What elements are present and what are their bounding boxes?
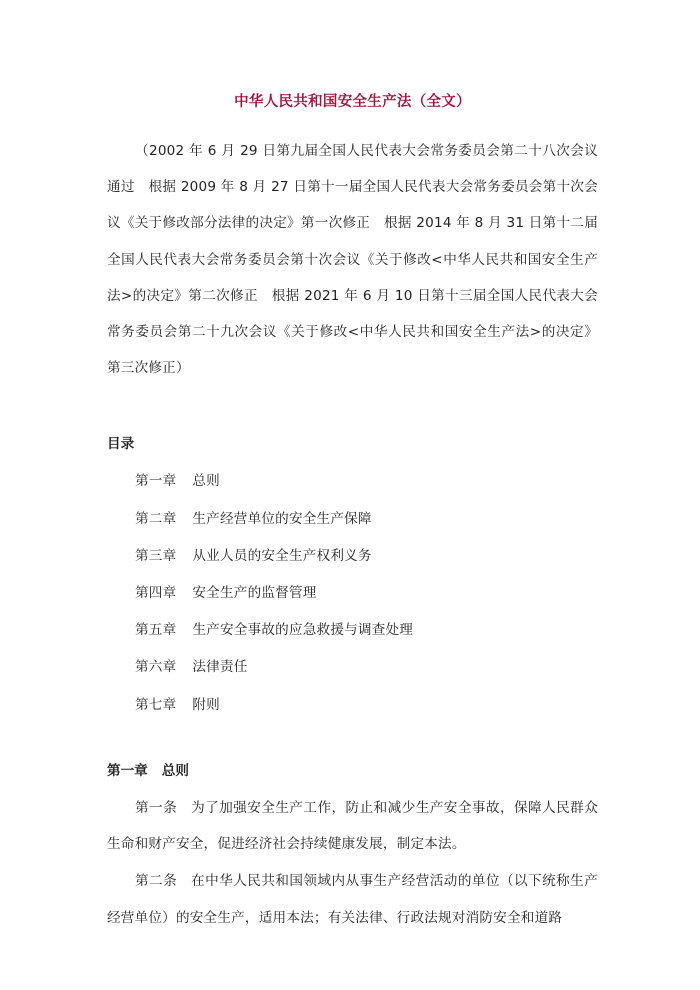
toc-chapter-title: 附则 <box>192 696 220 713</box>
article-text: 为了加强安全生产工作，防止和减少生产安全事故，保障人民群众生命和财产安全，促进经济社会持续健康发展，制定本法。 <box>107 799 598 853</box>
chapter-number: 第一章 <box>107 762 148 779</box>
toc-chapter-title: 安全生产的监督管理 <box>192 585 317 602</box>
amendment-history: （2002 年 6 月 29 日第九届全国人民代表大会常务委员会第二十八次会议通过 根据 2009 年 8 月 27 日第十一届全国人民代表大会常务委员会第十次会议《关于修改部分法律的决定》第一次修正 根据 2014 年 8 月 31 日第十二届全国人民代表大会常务委员会第十次会议《关于修改<中华人民共和国安全生产法>的决定》第二次修正 根据 2021 年 6 月 10 日第十三届全国人民代表大会常务委员会第二十九次会议《关于修改<中华人民共和国安全生产法>的决定》第三次修正） <box>107 143 598 377</box>
toc-item-chapter-6 <box>135 649 598 686</box>
toc-chapter-title: 法律责任 <box>192 659 248 676</box>
table-of-contents <box>107 463 598 723</box>
toc-chapter-number: 第四章 <box>135 585 177 602</box>
toc-item-chapter-2 <box>135 501 598 538</box>
toc-item-chapter-4 <box>135 575 598 612</box>
toc-chapter-number: 第三章 <box>135 547 177 564</box>
chapter-title: 总则 <box>161 762 189 779</box>
document-title: 中华人民共和国安全生产法（全文） <box>234 94 471 110</box>
chapter-heading <box>107 760 598 782</box>
toc-heading: 目录 <box>107 436 135 453</box>
toc-chapter-number: 第二章 <box>135 510 177 527</box>
article-1 <box>107 790 598 863</box>
toc-chapter-title: 从业人员的安全生产权利义务 <box>192 547 372 564</box>
article-number: 第二条 <box>135 873 178 890</box>
article-number: 第一条 <box>135 799 178 816</box>
toc-chapter-title: 生产经营单位的安全生产保障 <box>192 510 372 527</box>
toc-item-chapter-5 <box>135 612 598 649</box>
toc-chapter-number: 第一章 <box>135 473 177 490</box>
toc-chapter-title: 总则 <box>192 473 220 490</box>
toc-chapter-number: 第六章 <box>135 659 177 676</box>
article-2 <box>107 863 598 936</box>
toc-chapter-title: 生产安全事故的应急救援与调查处理 <box>192 622 414 639</box>
toc-item-chapter-7 <box>135 687 598 724</box>
article-text: 在中华人民共和国领域内从事生产经营活动的单位（以下统称生产经营单位）的安全生产，适用本法；有关法律、行政法规对消防安全和道路 <box>107 873 598 926</box>
toc-chapter-number: 第五章 <box>135 622 177 639</box>
toc-item-chapter-3 <box>135 538 598 575</box>
toc-item-chapter-1 <box>135 463 598 500</box>
toc-chapter-number: 第七章 <box>135 696 177 713</box>
